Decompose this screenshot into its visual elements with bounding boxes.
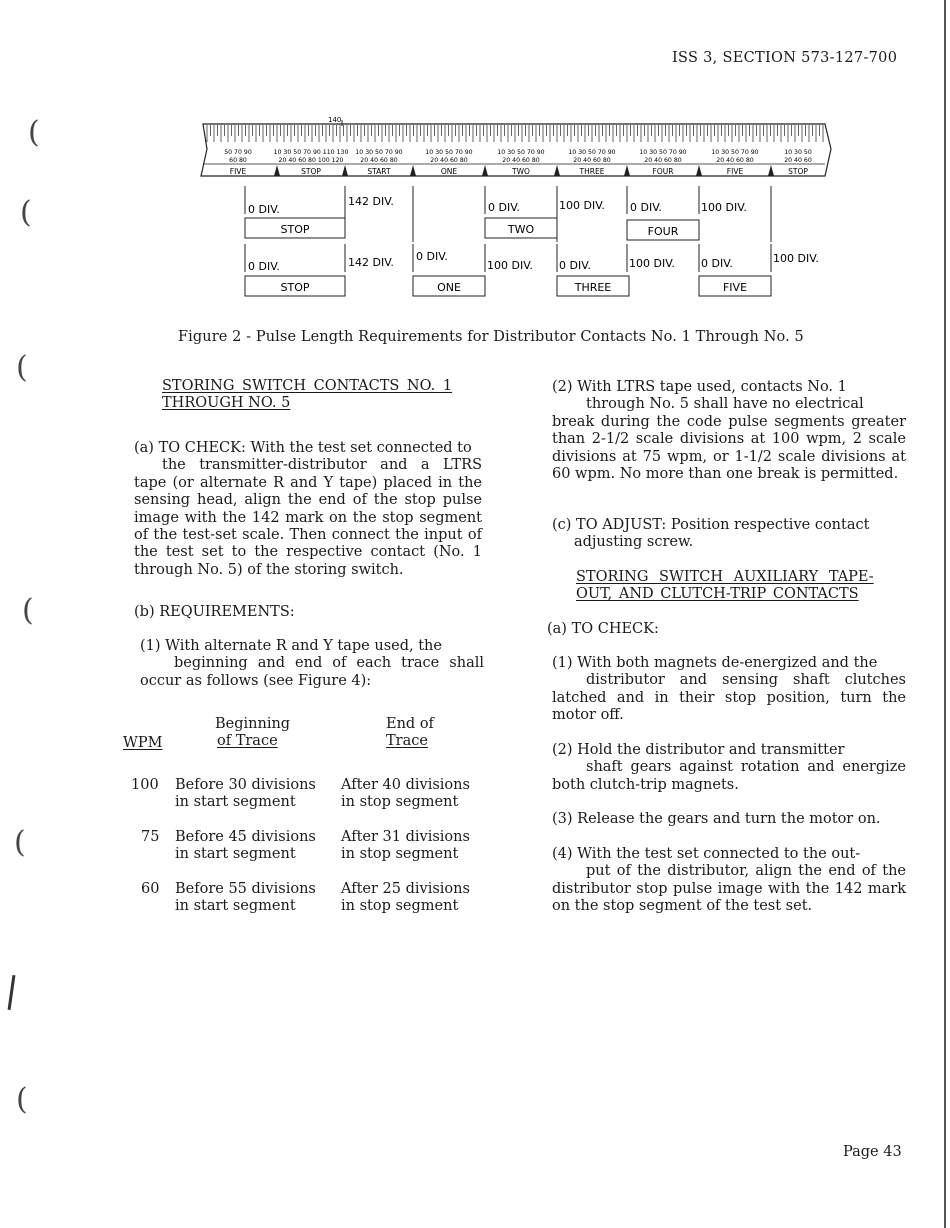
div-label: 0 DIV. bbox=[248, 203, 280, 216]
div-label: 0 DIV. bbox=[248, 260, 280, 273]
scale-number-bottom: 20 40 60 80 bbox=[502, 157, 540, 164]
segment-divider-pointer bbox=[696, 165, 702, 176]
figure-caption: Figure 2 - Pulse Length Requirements for Distributor Contacts No. 1 Through No. 5 bbox=[178, 329, 804, 345]
segment-box-label: FOUR bbox=[647, 225, 679, 238]
segment-divider-pointer bbox=[554, 165, 560, 176]
para-c-line2: adjusting screw. bbox=[574, 534, 694, 551]
table-row-wpm: 75 bbox=[141, 829, 160, 845]
right-heading bbox=[576, 569, 906, 604]
header-wpm: WPM bbox=[123, 735, 163, 751]
table-row-end: After 40 divisions bbox=[341, 777, 470, 793]
right-para-2 bbox=[552, 379, 906, 483]
left-para-b: (b) REQUIREMENTS: bbox=[134, 604, 295, 620]
table-row-end: After 25 divisions bbox=[341, 881, 470, 897]
segment-box-label: TWO bbox=[507, 223, 535, 236]
segment-name: FIVE bbox=[726, 167, 744, 176]
step-2-body: shaft gears against rotation and energize both clutch-trip magnets. bbox=[552, 759, 906, 793]
binder-hole-mark: ( bbox=[28, 115, 40, 150]
segment-name: STOP bbox=[788, 167, 808, 176]
pulse-length-figure bbox=[195, 112, 855, 302]
right-para-a: (a) TO CHECK: bbox=[547, 621, 659, 637]
table-row-begin: Before 55 divisions bbox=[175, 881, 316, 897]
table-row-begin: Before 45 divisions bbox=[175, 829, 316, 845]
para-2-body: break during the code pulse segments greater than 2-1/2 scale divisions at 100 wpm, 2 scale divisions at 75 wpm, or 1-1/2 scale divisions at 60 wpm. No more than one break is permitted. bbox=[552, 413, 906, 483]
header-of-trace: of Trace bbox=[217, 733, 278, 749]
row1 bbox=[245, 186, 771, 242]
table-row-begin2: in start segment bbox=[175, 794, 296, 810]
row2 bbox=[245, 244, 819, 296]
table-row-begin: Before 30 divisions bbox=[175, 777, 316, 793]
div-label: 100 DIV. bbox=[487, 259, 533, 272]
left-heading bbox=[162, 378, 482, 413]
step-2-line1: (2) Hold the distributor and transmitter bbox=[552, 742, 845, 758]
right-heading-line1: STORING SWITCH AUXILIARY TAPE- bbox=[576, 569, 874, 585]
segment-name: STOP bbox=[301, 167, 321, 176]
segment-box-label: FIVE bbox=[722, 281, 748, 294]
segment-name: ONE bbox=[440, 167, 458, 176]
scale-number-top: 10 30 50 70 90 bbox=[425, 149, 473, 156]
scale-strip bbox=[201, 124, 831, 176]
div-label: 100 DIV. bbox=[629, 257, 675, 270]
left-para-b1 bbox=[140, 638, 484, 690]
segment-divider-pointer bbox=[342, 165, 348, 176]
segment-name: START bbox=[367, 167, 391, 176]
para-b1-body: beginning and end of each trace shall occur as follows (see Figure 4): bbox=[140, 655, 484, 689]
scale-top-label: 140 bbox=[328, 116, 342, 124]
para-c-line1: (c) TO ADJUST: Position respective contact bbox=[552, 517, 870, 533]
para-2-line1: (2) With LTRS tape used, contacts No. 1 bbox=[552, 379, 847, 395]
scale-number-top: 10 30 50 70 90 bbox=[711, 149, 759, 156]
scale-number-bottom: 20 40 60 bbox=[784, 157, 812, 164]
scale-number-bottom: 60 80 bbox=[229, 157, 247, 164]
binder-hole-mark: ( bbox=[16, 350, 28, 385]
step-1-body: distributor and sensing shaft clutches latched and in their stop position, turn the motor off. bbox=[552, 672, 906, 724]
scale-number-bottom: 20 40 60 80 bbox=[573, 157, 611, 164]
right-heading-line2: OUT, AND CLUTCH-TRIP CONTACTS bbox=[576, 586, 859, 603]
left-heading-line1: STORING SWITCH CONTACTS NO. 1 bbox=[162, 378, 453, 394]
para-2-line2: through No. 5 shall have no electrical bbox=[586, 396, 864, 413]
right-para-c bbox=[552, 517, 906, 552]
scale-number-top: 10 30 50 70 90 bbox=[355, 149, 403, 156]
segment-name: FOUR bbox=[652, 167, 674, 176]
div-label: 0 DIV. bbox=[701, 257, 733, 270]
table-row-wpm: 60 bbox=[141, 881, 160, 897]
segment-name: TWO bbox=[512, 167, 530, 176]
div-label: 142 DIV. bbox=[348, 256, 394, 269]
scale-number-top: 10 30 50 70 90 bbox=[568, 149, 616, 156]
div-label: 100 DIV. bbox=[701, 201, 747, 214]
scale-number-bottom: 20 40 60 80 bbox=[644, 157, 682, 164]
left-heading-line2: THROUGH NO. 5 bbox=[162, 395, 291, 412]
segment-divider-pointer bbox=[768, 165, 774, 176]
segment-box-label: STOP bbox=[280, 281, 310, 294]
scale-number-top: 50 70 90 bbox=[224, 149, 252, 156]
page-header: ISS 3, SECTION 573-127-700 bbox=[672, 50, 898, 66]
scale-number-bottom: 20 40 60 80 bbox=[360, 157, 398, 164]
right-step-2 bbox=[552, 742, 906, 794]
div-label: 100 DIV. bbox=[559, 199, 605, 212]
binder-hole-mark: ( bbox=[20, 195, 32, 230]
page-edge-line bbox=[944, 0, 946, 1228]
left-para-a bbox=[134, 440, 482, 579]
div-label: 0 DIV. bbox=[630, 201, 662, 214]
segment-box-label: THREE bbox=[574, 281, 612, 294]
right-step-1 bbox=[552, 655, 906, 725]
segment-box-label: STOP bbox=[280, 223, 310, 236]
segment-name: THREE bbox=[579, 167, 605, 176]
table-row-wpm: 100 bbox=[131, 777, 159, 793]
segment-divider-pointer bbox=[624, 165, 630, 176]
header-end-of: End of bbox=[386, 716, 434, 732]
scale-number-bottom: 20 40 60 80 bbox=[430, 157, 468, 164]
table-row-begin2: in start segment bbox=[175, 898, 296, 914]
table-row-end2: in stop segment bbox=[341, 898, 459, 914]
margin-stroke-mark bbox=[8, 975, 16, 1010]
segment-divider-pointer bbox=[482, 165, 488, 176]
step-1-line1: (1) With both magnets de-energized and the bbox=[552, 655, 878, 671]
scale-number-top: 10 30 50 70 90 bbox=[497, 149, 545, 156]
binder-hole-mark: ( bbox=[22, 593, 34, 628]
table-row-end2: in stop segment bbox=[341, 846, 459, 862]
div-label: 0 DIV. bbox=[559, 259, 591, 272]
header-beginning: Beginning bbox=[215, 716, 291, 732]
table-row-end: After 31 divisions bbox=[341, 829, 470, 845]
step-4-body: put of the distributor, align the end of the distributor stop pulse image with the 142 mark on the stop segment of the test set. bbox=[552, 863, 906, 915]
para-b1-line1: (1) With alternate R and Y tape used, the bbox=[140, 638, 442, 654]
para-a-line1: (a) TO CHECK: With the test set connected to bbox=[134, 440, 472, 456]
scale-number-bottom: 20 40 60 80 bbox=[716, 157, 754, 164]
scale-number-top: 10 30 50 70 90 bbox=[639, 149, 687, 156]
scale-number-bottom: 20 40 60 80 100 120 bbox=[278, 157, 344, 164]
right-step-4 bbox=[552, 846, 906, 916]
segment-divider-pointer bbox=[274, 165, 280, 176]
segment-box-label: ONE bbox=[437, 281, 461, 294]
table-row-end2: in stop segment bbox=[341, 794, 459, 810]
segment-name: FIVE bbox=[229, 167, 247, 176]
binder-hole-mark: ( bbox=[16, 1082, 28, 1117]
segment-divider-pointer bbox=[410, 165, 416, 176]
div-label: 100 DIV. bbox=[773, 252, 819, 265]
table-row-begin2: in start segment bbox=[175, 846, 296, 862]
header-trace: Trace bbox=[386, 733, 428, 749]
page-number: Page 43 bbox=[843, 1144, 902, 1160]
right-step-3: (3) Release the gears and turn the motor on. bbox=[552, 811, 881, 827]
binder-hole-mark: ( bbox=[14, 825, 26, 860]
div-label: 0 DIV. bbox=[488, 201, 520, 214]
div-label: 142 DIV. bbox=[348, 195, 394, 208]
scale-number-top: 10 30 50 70 90 110 130 bbox=[273, 149, 349, 156]
div-label: 0 DIV. bbox=[416, 250, 448, 263]
para-a-body: the transmitter-distributor and a LTRS tape (or alternate R and Y tape) placed in the sensing head, align the end of the stop pulse image with the 142 mark on the stop segment of the test-set scale. Then connect the input of the test set to the respective contact (No. 1 through No. 5) of the storing switch. bbox=[134, 457, 482, 578]
step-4-line1: (4) With the test set connected to the out- bbox=[552, 846, 861, 862]
scale-number-top: 10 30 50 bbox=[784, 149, 812, 156]
